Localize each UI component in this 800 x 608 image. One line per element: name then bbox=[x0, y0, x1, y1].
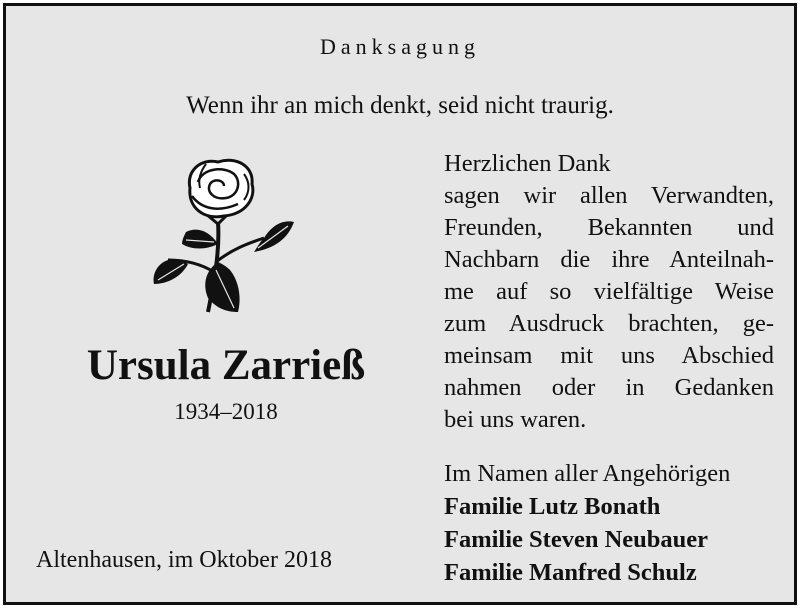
motto: Wenn ihr an mich denkt, seid nicht traurig. bbox=[186, 92, 614, 119]
life-years: 1934–2018 bbox=[174, 399, 278, 424]
family-name: Familie Lutz Bonath bbox=[444, 493, 661, 520]
place-date: Altenhausen, im Oktober 2018 bbox=[36, 547, 332, 573]
family-name: Familie Steven Neubauer bbox=[444, 526, 709, 553]
thanks-line: Nachbarn die ihre Anteilnah- bbox=[444, 246, 774, 273]
thanks-line: Herzlichen Dank bbox=[444, 150, 611, 177]
thanks-line: nahmen oder in Gedanken bbox=[444, 374, 774, 401]
thanks-line: me auf so vielfältige Weise bbox=[444, 278, 774, 305]
rose-icon bbox=[146, 152, 296, 317]
deceased-name: Ursula Zarrieß bbox=[86, 342, 366, 389]
family-name: Familie Manfred Schulz bbox=[444, 559, 697, 586]
thanks-line: bei uns waren. bbox=[444, 406, 587, 433]
notice-frame bbox=[3, 3, 797, 605]
thanks-line: sagen wir allen Verwandten, bbox=[444, 182, 774, 209]
thanks-line: Freunden, Bekannten und bbox=[444, 214, 774, 241]
thanks-line: zum Ausdruck brachten, ge- bbox=[444, 310, 774, 337]
signature-intro: Im Namen aller Angehörigen bbox=[444, 460, 731, 487]
signature-block bbox=[444, 457, 784, 589]
notice-title: Danksagung bbox=[320, 34, 480, 59]
thanks-line: meinsam mit uns Abschied bbox=[444, 342, 774, 369]
thanks-text bbox=[444, 148, 774, 436]
